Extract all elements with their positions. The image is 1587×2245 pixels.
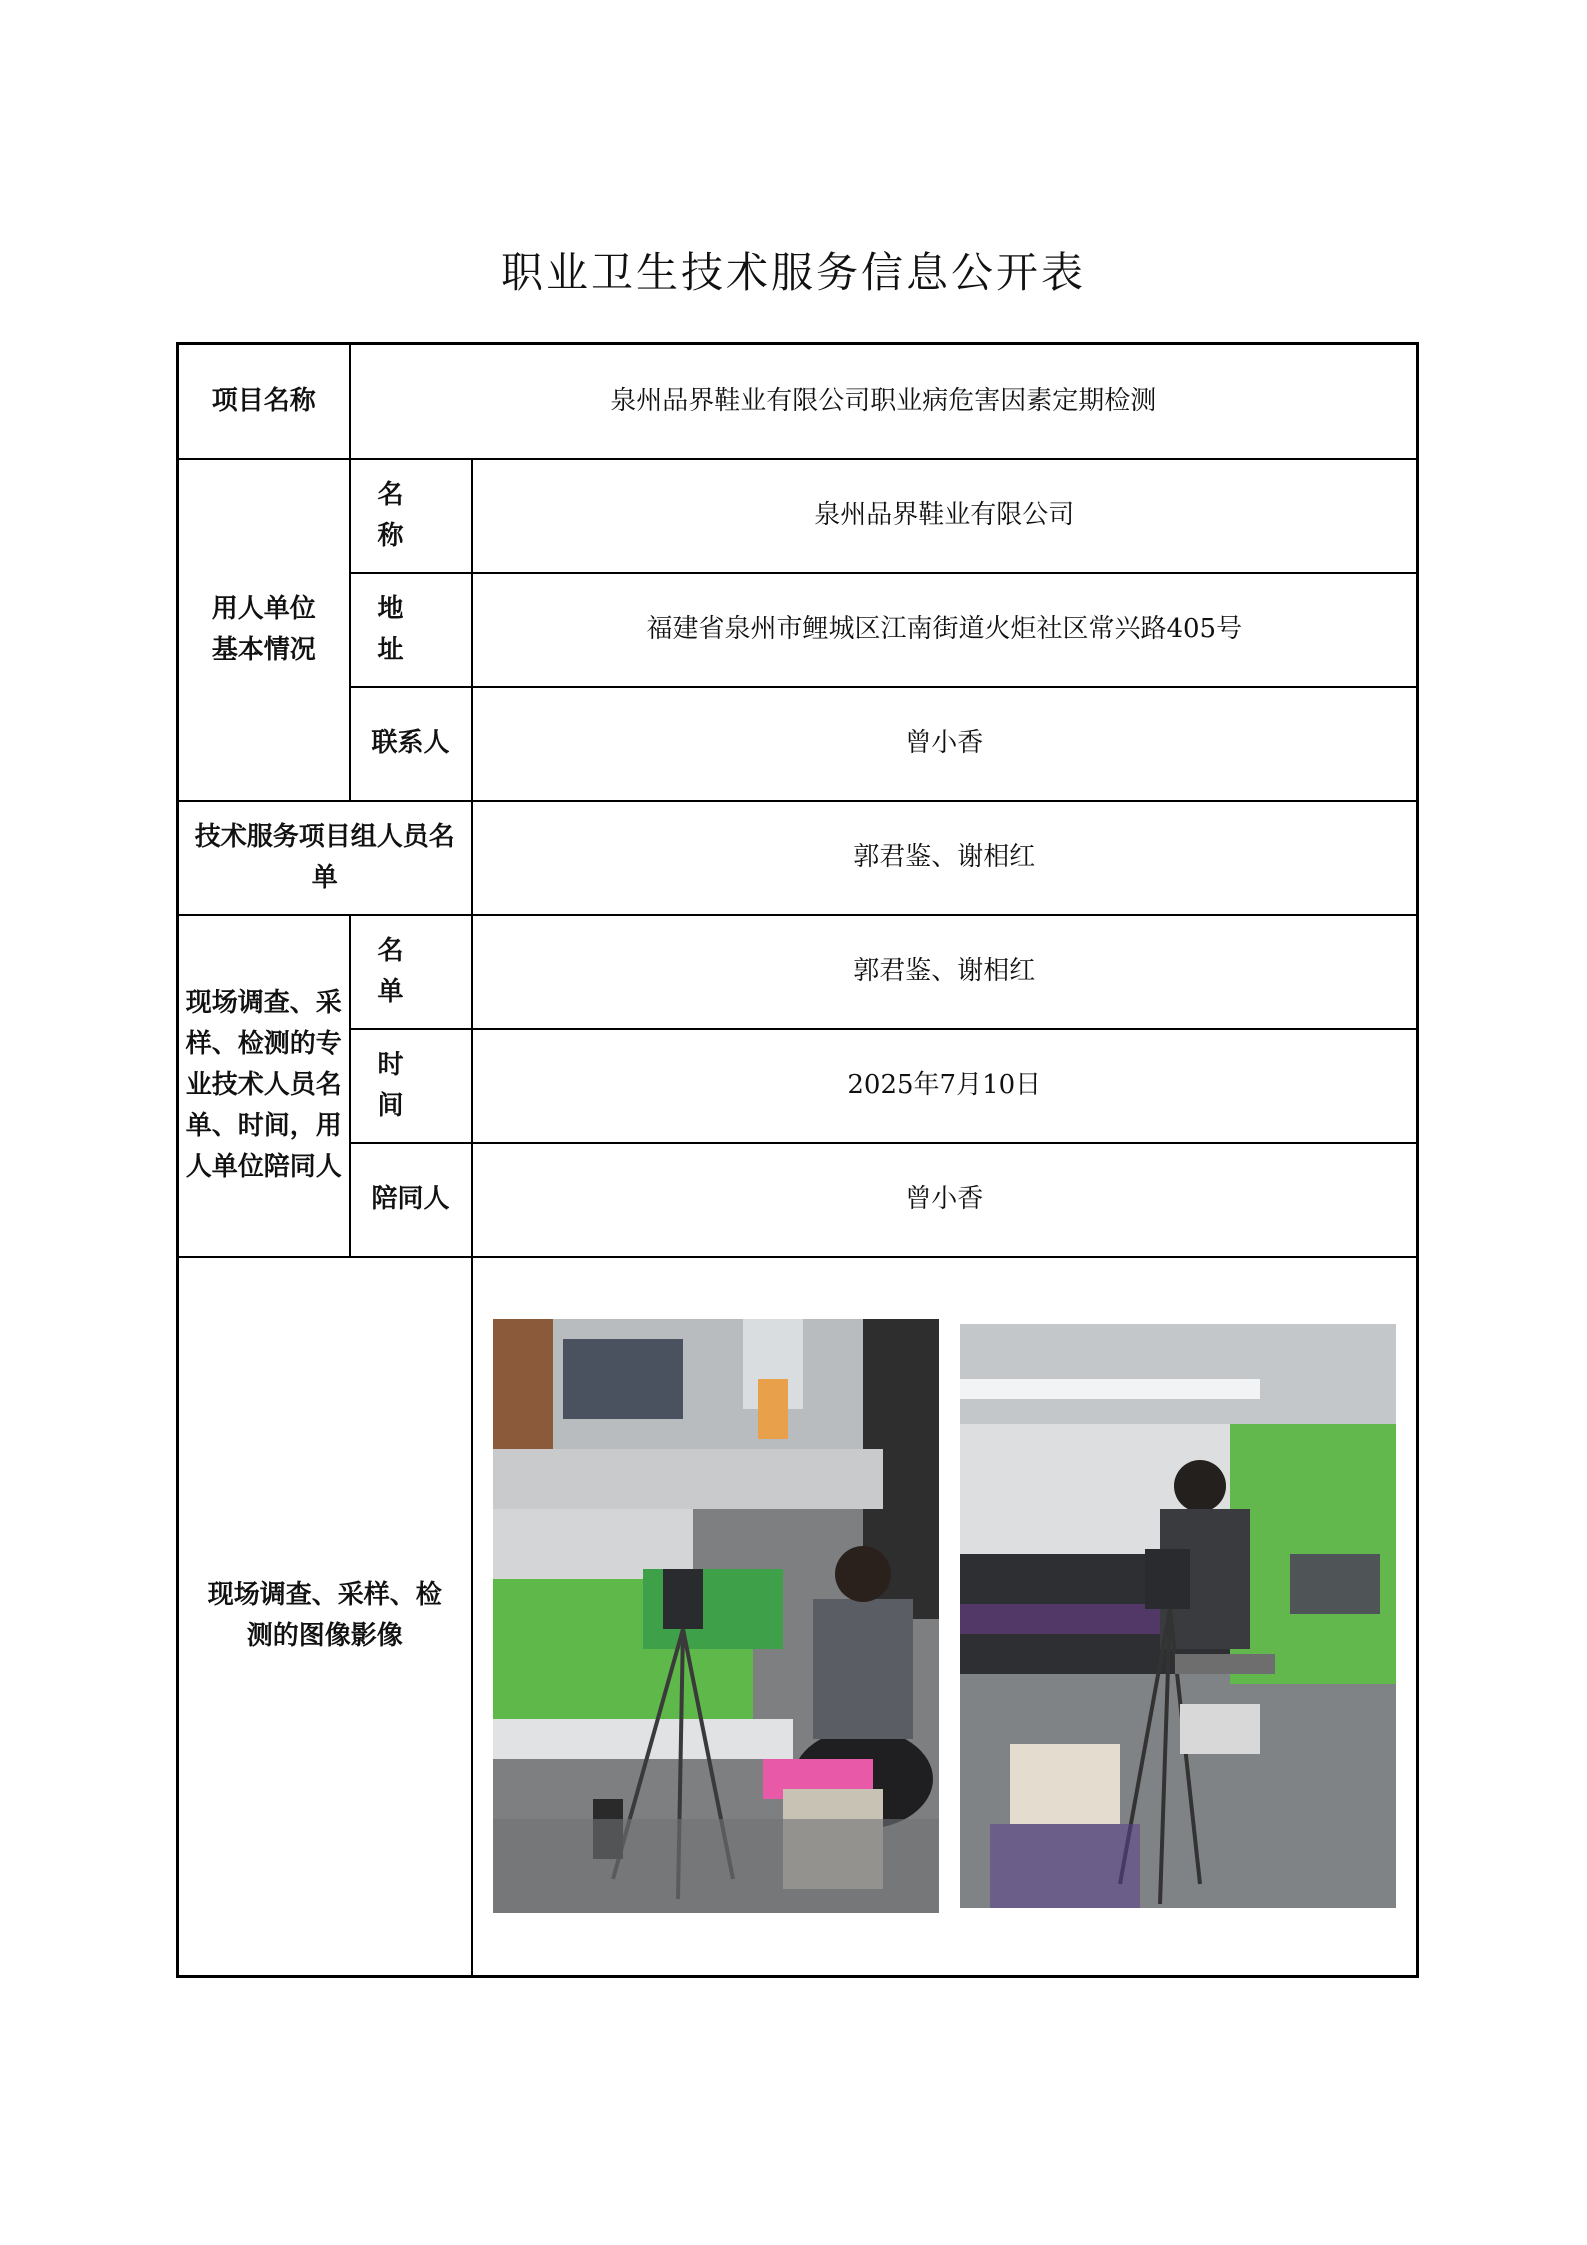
onsite-section-label: 现场调查、采样、检测的专业技术人员名单、时间，用人单位陪同人 [178, 915, 350, 1257]
onsite-time-value: 2025年7月10日 [472, 1029, 1418, 1143]
onsite-companion-value: 曾小香 [472, 1143, 1418, 1257]
site-photo-2 [960, 1324, 1396, 1908]
project-value: 泉州品界鞋业有限公司职业病危害因素定期检测 [350, 344, 1418, 459]
onsite-time-row [178, 1029, 1418, 1143]
images-label: 现场调查、采样、检测的图像影像 [178, 1257, 472, 1977]
page-title: 职业卫生技术服务信息公开表 [500, 248, 1086, 297]
onsite-companion-row [178, 1143, 1418, 1257]
images-cell [472, 1257, 1418, 1977]
onsite-time-label: 时 间 [350, 1029, 472, 1143]
team-value: 郭君鉴、谢相红 [472, 801, 1418, 915]
employer-contact-label: 联系人 [350, 687, 472, 801]
employer-address-row [178, 573, 1418, 687]
team-row [178, 801, 1418, 915]
info-table [176, 342, 1419, 1978]
employer-section-label: 用人单位基本情况 [178, 459, 350, 801]
project-label: 项目名称 [178, 344, 350, 459]
employer-name-value: 泉州品界鞋业有限公司 [472, 459, 1418, 573]
team-label: 技术服务项目组人员名单 [178, 801, 472, 915]
employer-name-label: 名 称 [350, 459, 472, 573]
onsite-list-row [178, 915, 1418, 1029]
onsite-list-value: 郭君鉴、谢相红 [472, 915, 1418, 1029]
onsite-companion-label: 陪同人 [350, 1143, 472, 1257]
photo-gallery [479, 1319, 1411, 1913]
employer-contact-row [178, 687, 1418, 801]
onsite-list-label: 名 单 [350, 915, 472, 1029]
employer-address-label: 地 址 [350, 573, 472, 687]
images-row [178, 1257, 1418, 1977]
site-photo-2-image [960, 1324, 1396, 1908]
site-photo-1 [493, 1319, 939, 1913]
site-photo-1-image [493, 1319, 939, 1913]
employer-contact-value: 曾小香 [472, 687, 1418, 801]
employer-name-row [178, 459, 1418, 573]
project-row [178, 344, 1418, 459]
employer-address-value: 福建省泉州市鲤城区江南街道火炬社区常兴路405号 [472, 573, 1418, 687]
